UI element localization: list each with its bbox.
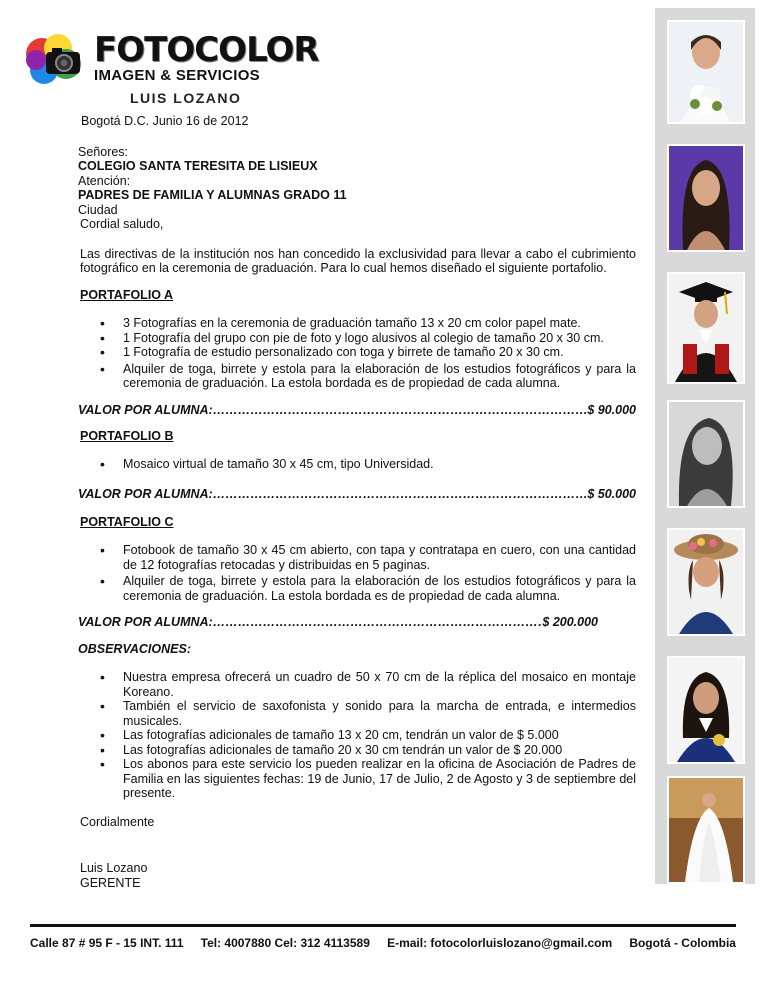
footer bbox=[30, 936, 736, 950]
intro-paragraph: Las directivas de la institución nos han concedido la exclusividad para llevar a cabo el cubrimiento fotográfico en la ceremonia de graduación. Para lo cual hemos diseñado el siguiente portafolio. bbox=[80, 246, 636, 275]
portfolio-a-title: PORTAFOLIO A bbox=[80, 287, 174, 302]
student-uniform-photo bbox=[667, 656, 745, 764]
price-value: $ 50.000 bbox=[587, 487, 636, 501]
observations-title: OBSERVACIONES: bbox=[78, 641, 191, 656]
price-leader bbox=[213, 487, 588, 502]
signer-title: GERENTE bbox=[80, 875, 141, 890]
recipient-label: Señores: bbox=[78, 144, 129, 159]
list-item: • 1 Fotografía de estudio personalizado con toga y birrete de tamaño 20 x 30 cm. bbox=[78, 345, 636, 360]
young-woman-portrait-photo bbox=[667, 144, 745, 252]
footer-phones: Tel: 4007880 Cel: 312 4113589 bbox=[200, 936, 370, 950]
portfolio-b-price bbox=[78, 487, 636, 502]
closing-line: Cordialmente bbox=[80, 814, 155, 829]
bride-photo bbox=[667, 776, 745, 884]
list-item: • 1 Fotografía del grupo con pie de foto y logo alusivos al colegio de tamaño 20 x 30 cm. bbox=[78, 331, 636, 346]
price-value: $ 200.000 bbox=[542, 615, 598, 629]
price-label: VALOR POR ALUMNA: bbox=[78, 615, 213, 629]
list-item: • Fotobook de tamaño 30 x 45 cm abierto, con tapa y contratapa en cuero, con una cantidad de 12 fotografías retocadas y distribuidas en 5 paginas. bbox=[78, 543, 636, 572]
letter-body bbox=[78, 114, 636, 890]
list-item: • Las fotografías adicionales de tamaño 20 x 30 cm tendrán un valor de $ 20.000 bbox=[78, 743, 636, 758]
city-line: Ciudad bbox=[78, 202, 118, 217]
girl-with-hat-photo bbox=[667, 528, 745, 636]
price-value: $ 90.000 bbox=[587, 402, 636, 417]
list-item: • Alquiler de toga, birrete y estola para la elaboración de los estudios fotográficos y para la ceremonia de graduación. La estola bordada es de propiedad de cada alumna. bbox=[78, 574, 636, 603]
price-leader bbox=[213, 615, 543, 630]
photo-strip bbox=[655, 8, 755, 884]
footer-city: Bogotá - Colombia bbox=[629, 936, 736, 950]
portfolio-a-list bbox=[78, 316, 636, 391]
salutation: Cordial saludo, bbox=[80, 217, 164, 231]
list-item: • Mosaico virtual de tamaño 30 x 45 cm, tipo Universidad. bbox=[78, 457, 636, 472]
portfolio-b-title: PORTAFOLIO B bbox=[80, 429, 174, 443]
portfolio-b-list bbox=[78, 457, 636, 472]
portfolio-c-title: PORTAFOLIO C bbox=[80, 514, 174, 529]
brand-name: FOTOCOLOR bbox=[94, 30, 319, 70]
list-item: • También el servicio de saxofonista y sonido para la marcha de entrada, e intermedios musicales. bbox=[78, 699, 636, 728]
camera-logo-icon bbox=[22, 32, 88, 88]
price-label: VALOR POR ALUMNA: bbox=[78, 402, 213, 417]
list-item: • Nuestra empresa ofrecerá un cuadro de 50 x 70 cm de la réplica del mosaico en montaje Koreano. bbox=[78, 670, 636, 699]
price-leader bbox=[213, 403, 588, 418]
bw-portrait-photo bbox=[667, 400, 745, 508]
footer-email: E-mail: fotocolorluislozano@gmail.com bbox=[387, 936, 613, 950]
list-item: • Alquiler de toga, birrete y estola para la elaboración de los estudios fotográficos y para la ceremonia de graduación. La estola bordada es de propiedad de cada alumna. bbox=[78, 362, 636, 391]
attention-label: Atención: bbox=[78, 173, 131, 188]
signer-name: Luis Lozano bbox=[80, 861, 148, 875]
footer-rule bbox=[30, 924, 736, 927]
audience-line: PADRES DE FAMILIA Y ALUMNAS GRADO 11 bbox=[78, 188, 347, 202]
observations-list bbox=[78, 670, 636, 801]
company-logo bbox=[22, 30, 319, 110]
school-name: COLEGIO SANTA TERESITA DE LISIEUX bbox=[78, 159, 318, 173]
list-item: • Los abonos para este servicio los pueden realizar en la oficina de Asociación de Padres de Familia en las siguientes fechas: 19 de Junio, 17 de Julio, 2 de Agosto y 3 de septiembre del presente. bbox=[78, 757, 636, 801]
portfolio-a-price bbox=[78, 403, 636, 418]
footer-address: Calle 87 # 95 F - 15 INT. 111 bbox=[30, 936, 184, 950]
portfolio-c-list bbox=[78, 543, 636, 603]
graduate-with-cap-photo bbox=[667, 272, 745, 384]
owner-name: LUIS LOZANO bbox=[130, 90, 242, 106]
brand-tagline: IMAGEN & SERVICIOS bbox=[94, 67, 260, 84]
letter-date: Bogotá D.C. Junio 16 de 2012 bbox=[81, 114, 249, 128]
list-item: • 3 Fotografías en la ceremonia de graduación tamaño 13 x 20 cm color papel mate. bbox=[78, 316, 636, 331]
price-label: VALOR POR ALUMNA: bbox=[78, 487, 213, 501]
list-item: • Las fotografías adicionales de tamaño 13 x 20 cm, tendrán un valor de $ 5.000 bbox=[78, 728, 636, 743]
portfolio-c-price bbox=[78, 615, 598, 630]
girl-with-bouquet-photo bbox=[667, 20, 745, 124]
